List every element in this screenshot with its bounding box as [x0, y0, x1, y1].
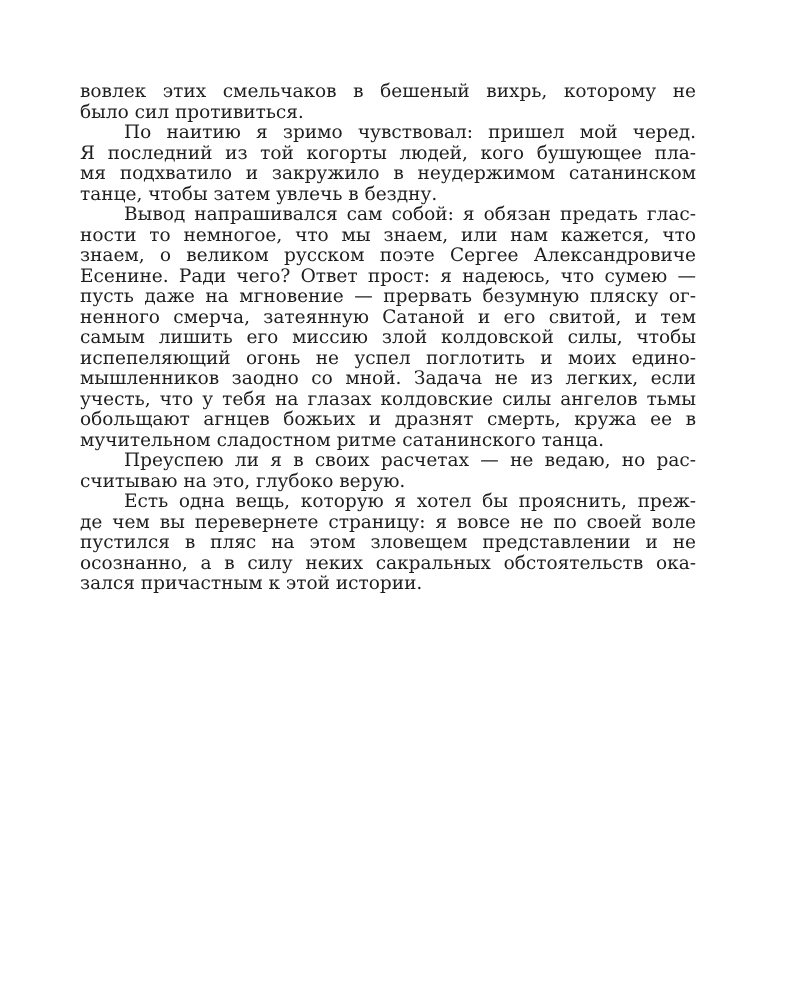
text-line: осознанно, а в силу неких сакральных обстоятельств ока- — [80, 552, 696, 574]
text-line: пусть даже на мгновение — прервать безумную пляску ог- — [80, 286, 696, 307]
text-line: знаем, о великом русском поэте Сергее Александровиче — [80, 245, 696, 266]
paragraph-1 — [80, 82, 696, 123]
paragraph-3 — [80, 205, 696, 451]
text-line: зался причастным к этой истории. — [80, 573, 423, 594]
text-line: самым лишить его миссию злой колдовской силы, чтобы — [80, 327, 696, 348]
text-line: ности то немногое, что мы знаем, или нам кажется, что — [80, 224, 696, 246]
text-line: пустился в пляс на этом зловещем представлении и не — [80, 532, 696, 553]
text-line: испепеляющий огонь не успел поглотить и моих едино- — [80, 347, 696, 369]
text-line: де чем вы перевернете страницу: я вовсе не по своей воле — [80, 511, 696, 533]
text-line: считываю на это, глубоко верую. — [80, 470, 406, 492]
text-line: танце, чтобы затем увлечь в бездну. — [80, 183, 438, 205]
text-line: было сил противиться. — [80, 101, 304, 123]
paragraph-2 — [80, 123, 696, 205]
text-line: мя подхватило и закружило в неудержимом сатанинском — [80, 163, 696, 184]
text-line: учесть, что у тебя на глазах колдовские силы ангелов тьмы — [80, 388, 696, 410]
text-line: Есенине. Ради чего? Ответ прост: я надеюсь, что сумею — — [80, 265, 696, 287]
text-line: Вывод напрашивался сам собой: я обязан предать глас- — [124, 204, 696, 225]
text-line: ненного смерча, затеянную Сатаной и его свитой, и тем — [80, 306, 696, 328]
text-line: вовлек этих смельчаков в бешеный вихрь, которому не — [80, 81, 696, 102]
text-line: По наитию я зримо чувствовал: пришел мой черед. — [124, 122, 696, 143]
page-body — [80, 82, 696, 595]
text-line: мышленников заодно со мной. Задача не из легких, если — [80, 368, 696, 389]
paragraph-4 — [80, 451, 696, 492]
text-line: Преуспею ли я в своих расчетах — не ведаю, но рас- — [124, 450, 696, 471]
paragraph-5 — [80, 492, 696, 595]
text-line: Я последний из той когорты людей, кого бушующее пла- — [80, 142, 696, 164]
text-line: Есть одна вещь, которую я хотел бы прояснить, преж- — [124, 491, 696, 512]
text-line: обольщают агнцев божьих и дразнят смерть, кружа ее в — [80, 409, 696, 430]
text-line: мучительном сладостном ритме сатанинского танца. — [80, 429, 605, 451]
